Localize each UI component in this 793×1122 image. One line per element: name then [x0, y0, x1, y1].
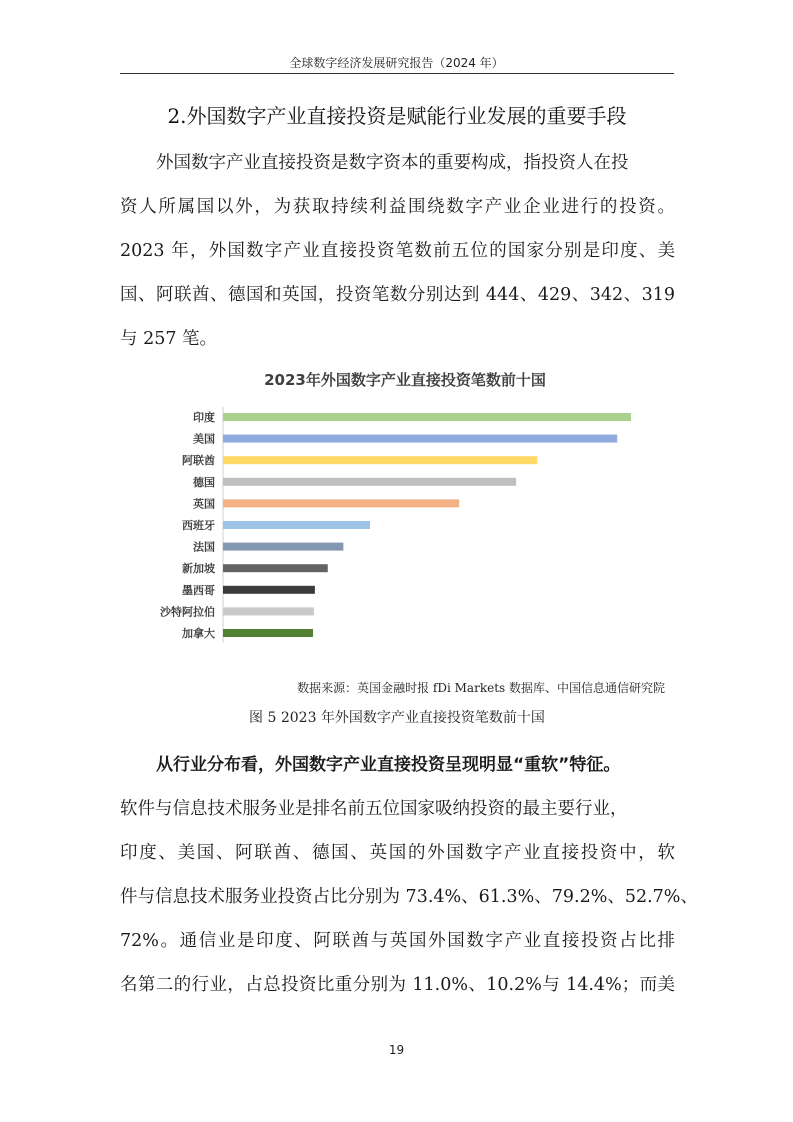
- category-label: 沙特阿拉伯: [160, 605, 215, 619]
- report-title: 全球数字经济发展研究报告（2024 年）: [289, 56, 504, 70]
- header-divider: [120, 73, 674, 74]
- category-label: 美国: [193, 432, 215, 446]
- page-number: 19: [388, 1043, 405, 1057]
- paragraph-lead-sentence: 从行业分布看，外国数字产业直接投资呈现明显“重软”特征。: [156, 755, 621, 775]
- data-source-note: 数据来源：英国金融时报 fDi Markets 数据库、中国信息通信研究院: [297, 681, 665, 695]
- bar-9: [223, 586, 315, 594]
- paragraph-line: 印度、美国、阿联酋、德国、英国的外国数字产业直接投资中，软: [120, 843, 675, 863]
- category-label: 西班牙: [182, 519, 215, 532]
- category-label: 阿联酋: [182, 454, 215, 468]
- paragraph-line: 2023 年，外国数字产业直接投资笔数前五位的国家分别是印度、美: [120, 241, 675, 261]
- bar-4: [223, 478, 516, 486]
- category-label: 法国: [193, 540, 215, 554]
- paragraph-industry-distribution: [120, 743, 698, 1007]
- paragraph-line: 72%。通信业是印度、阿联酋与英国外国数字产业直接投资占比排: [120, 931, 675, 951]
- bar-5: [223, 499, 459, 507]
- paragraph-line: 国、阿联酋、德国和英国，投资笔数分别达到 444、429、342、319: [120, 285, 675, 305]
- category-label: 英国: [193, 497, 215, 511]
- paragraph-line: 件与信息技术服务业投资占比分别为 73.4%、61.3%、79.2%、52.7%、: [120, 887, 698, 907]
- bar-10: [223, 607, 314, 615]
- paragraph-line: 名第二的行业，占总投资比重分别为 11.0%、10.2%与 14.4%；而美: [120, 975, 675, 995]
- paragraph-investment-intro: [120, 141, 675, 361]
- bar-3: [223, 456, 537, 464]
- category-label: 德国: [193, 475, 215, 489]
- paragraph-line: 软件与信息技术服务业是排名前五位国家吸纳投资的最主要行业，: [120, 799, 628, 819]
- paragraph-line: 外国数字产业直接投资是数字资本的重要构成，指投资人在投: [156, 153, 629, 173]
- bar-1: [223, 413, 631, 421]
- bar-6: [223, 521, 370, 529]
- category-label: 墨西哥: [182, 583, 215, 597]
- bar-2: [223, 435, 617, 443]
- chart-title: 2023年外国数字产业直接投资笔数前十国: [264, 371, 546, 389]
- category-label: 加拿大: [182, 627, 215, 640]
- bar-8: [223, 564, 328, 572]
- section-heading: 2.外国数字产业直接投资是赋能行业发展的重要手段: [167, 104, 627, 128]
- paragraph-line: 与 257 笔。: [120, 329, 218, 349]
- category-label: 印度: [193, 411, 215, 424]
- bar-7: [223, 543, 343, 551]
- category-label: 新加坡: [182, 562, 215, 576]
- figure-caption: 图 5 2023 年外国数字产业直接投资笔数前十国: [249, 710, 545, 726]
- bar-chart: [147, 357, 663, 657]
- bar-11: [223, 629, 313, 637]
- chart-plot: [147, 357, 663, 657]
- paragraph-line: 资人所属国以外，为获取持续利益围绕数字产业企业进行的投资。: [120, 197, 675, 217]
